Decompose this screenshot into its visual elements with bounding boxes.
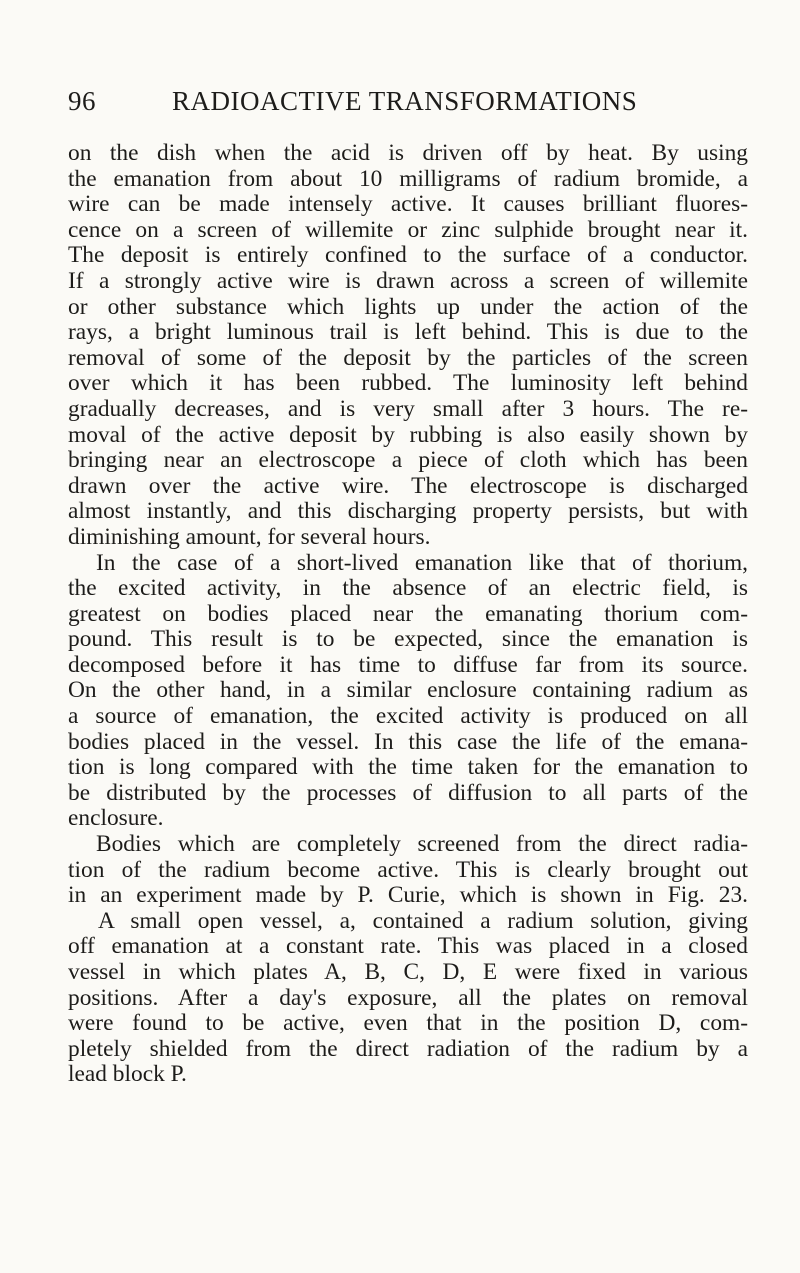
text-line: drawn over the active wire. The electroscope is discharged [68, 472, 748, 499]
text-line: were found to be active, even that in the position D, com- [68, 1010, 748, 1037]
text-line: If a strongly active wire is drawn across a screen of willemite [68, 267, 748, 294]
text-line: over which it has been rubbed. The luminosity left behind [68, 370, 748, 397]
paragraph-1 [68, 141, 748, 551]
text-line: rays, a bright luminous trail is left behind. This is due to the [68, 319, 748, 346]
text-line: wire can be made intensely active. It causes brilliant fluores- [68, 191, 748, 218]
text-line: enclosure. [68, 805, 164, 832]
text-line: bringing near an electroscope a piece of cloth which has been [68, 447, 748, 474]
text-line: Bodies which are completely screened from the direct radia- [96, 831, 748, 858]
text-line: moval of the active deposit by rubbing is also easily shown by [68, 421, 748, 448]
running-title: RADIOACTIVE TRANSFORMATIONS [172, 86, 638, 116]
text-line: removal of some of the deposit by the particles of the screen [68, 344, 748, 371]
text-line: on the dish when the acid is driven off by heat. By using [68, 140, 748, 166]
text-line: lead block P. [68, 1061, 187, 1088]
running-head [68, 86, 638, 126]
page-number: 96 [68, 86, 96, 116]
text-line: positions. After a day's exposure, all the plates on removal [68, 984, 748, 1011]
text-line: pound. This result is to be expected, since the emanation is [68, 626, 748, 653]
text-line: almost instantly, and this discharging property persists, but with [68, 498, 748, 525]
text-line: In the case of a short-lived emanation like that of thorium, [96, 549, 748, 576]
text-line: pletely shielded from the direct radiation of the radium by a [68, 1035, 748, 1062]
text-line: tion is long compared with the time taken for the emanation to [68, 754, 748, 781]
paragraph-3 [68, 832, 748, 909]
text-line: The deposit is entirely confined to the surface of a conductor. [68, 242, 748, 269]
text-line: off emanation at a constant rate. This was placed in a closed [68, 933, 748, 960]
text-line: decomposed before it has time to diffuse far from its source. [68, 651, 748, 678]
text-line: be distributed by the processes of diffusion to all parts of the [68, 779, 748, 806]
text-line: in an experiment made by P. Curie, which is shown in Fig. 23. [68, 882, 748, 909]
text-line: the excited activity, in the absence of an electric field, is [68, 575, 748, 602]
text-line: vessel in which plates A, B, C, D, E were fixed in various [68, 959, 748, 985]
text-line: greatest on bodies placed near the emanating thorium com- [68, 600, 748, 627]
text-line: gradually decreases, and is very small after 3 hours. The re- [68, 395, 748, 422]
paragraph-2 [68, 551, 748, 833]
text-line: or other substance which lights up under the action of the [68, 293, 748, 320]
text-line: cence on a screen of willemite or zinc sulphide brought near it. [68, 216, 748, 243]
text-line: bodies placed in the vessel. In this case the life of the emana- [68, 728, 748, 755]
text-line: a source of emanation, the excited activity is produced on all [68, 703, 748, 730]
text-line: diminishing amount, for several hours. [68, 523, 431, 550]
text-line: tion of the radium become active. This is clearly brought out [68, 856, 748, 883]
text-line: the emanation from about 10 milligrams of radium bromide, a [68, 165, 748, 192]
body-text [68, 141, 748, 1088]
text-line: On the other hand, in a similar enclosure containing radium as [68, 677, 748, 704]
text-line: A small open vessel, a, contained a radium solution, giving [98, 907, 748, 934]
paragraph-4 [68, 909, 748, 1088]
